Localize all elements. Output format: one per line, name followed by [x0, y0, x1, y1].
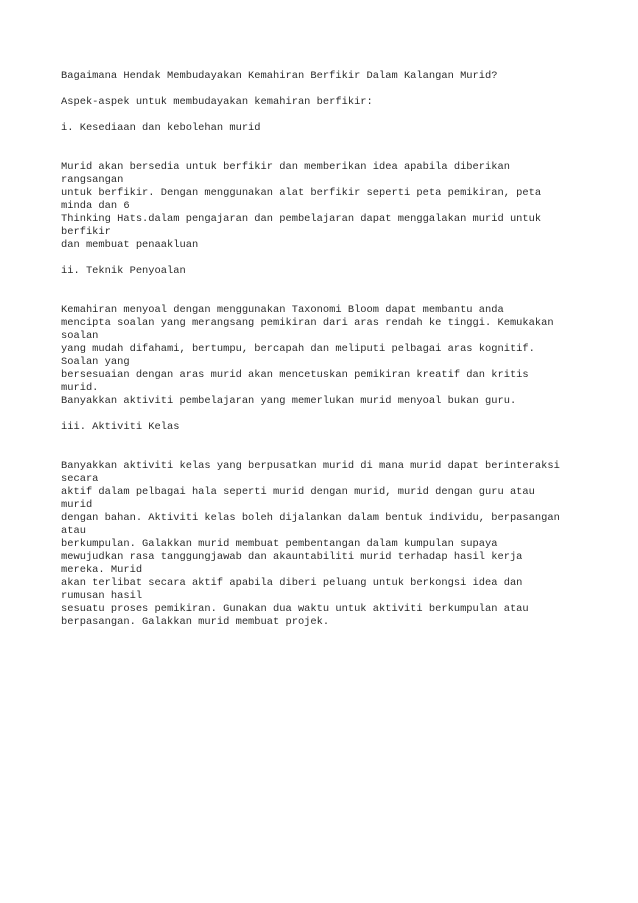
spacer	[61, 408, 601, 421]
paragraph-line: yang mudah difahami, bertumpu, bercapah dan meliputi pelbagai aras kognitif.	[61, 343, 535, 355]
paragraph-line: Banyakkan aktiviti kelas yang berpusatkan murid di mana murid dapat berinteraksi	[61, 460, 560, 472]
paragraph-line: sesuatu proses pemikiran. Gunakan dua waktu untuk aktiviti berkumpulan atau	[61, 603, 529, 615]
paragraph-line: Soalan yang	[61, 356, 130, 368]
spacer	[61, 109, 601, 122]
paragraph-line: berkumpulan. Galakkan murid membuat pembentangan dalam kumpulan supaya	[61, 538, 498, 550]
paragraph-line: dengan bahan. Aktiviti kelas boleh dijalankan dalam bentuk individu, berpasangan	[61, 512, 560, 524]
spacer	[61, 434, 601, 460]
paragraph-line: mencipta soalan yang merangsang pemikiran dari aras rendah ke tinggi. Kemukakan	[61, 317, 554, 329]
paragraph-line: atau	[61, 525, 86, 537]
paragraph-line: mereka. Murid	[61, 564, 143, 576]
intro-text: Aspek-aspek untuk membudayakan kemahiran berfikir:	[61, 96, 373, 108]
paragraph-line: Banyakkan aktiviti pembelajaran yang memerlukan murid menyoal bukan guru.	[61, 395, 517, 407]
paragraph-line: berpasangan. Galakkan murid membuat projek.	[61, 616, 330, 628]
paragraph-line: rumusan hasil	[61, 590, 143, 602]
paragraph-line: aktif dalam pelbagai hala seperti murid dengan murid, murid dengan guru atau	[61, 486, 535, 498]
paragraph-line: Kemahiran menyoal dengan menggunakan Taxonomi Bloom dapat membantu anda	[61, 304, 504, 316]
spacer	[61, 278, 601, 304]
paragraph-line: Thinking Hats.dalam pengajaran dan pembelajaran dapat menggalakan murid untuk	[61, 213, 542, 225]
section-2	[61, 265, 601, 408]
section-1	[61, 122, 601, 252]
section-heading: i. Kesediaan dan kebolehan murid	[61, 122, 261, 134]
spacer	[61, 83, 601, 96]
paragraph-line: minda dan 6	[61, 200, 130, 212]
paragraph-line: rangsangan	[61, 174, 124, 186]
spacer	[61, 252, 601, 265]
spacer	[61, 135, 601, 161]
paragraph-line: Murid akan bersedia untuk berfikir dan memberikan idea apabila diberikan	[61, 161, 510, 173]
paragraph-line: berfikir	[61, 226, 111, 238]
paragraph-line: bersesuaian dengan aras murid akan mencetuskan pemikiran kreatif dan kritis	[61, 369, 529, 381]
paragraph-line: untuk berfikir. Dengan menggunakan alat berfikir seperti peta pemikiran, peta	[61, 187, 542, 199]
paragraph-line: murid	[61, 499, 93, 511]
paragraph-line: mewujudkan rasa tanggungjawab dan akauntabiliti murid terhadap hasil kerja	[61, 551, 523, 563]
section-heading: ii. Teknik Penyoalan	[61, 265, 186, 277]
paragraph-line: soalan	[61, 330, 99, 342]
paragraph-line: murid.	[61, 382, 99, 394]
paragraph-line: secara	[61, 473, 99, 485]
section-3	[61, 421, 601, 629]
paragraph-line: dan membuat penaakluan	[61, 239, 199, 251]
paragraph-line: akan terlibat secara aktif apabila diberi peluang untuk berkongsi idea dan	[61, 577, 523, 589]
document-title: Bagaimana Hendak Membudayakan Kemahiran Berfikir Dalam Kalangan Murid?	[61, 70, 498, 82]
document-page	[61, 70, 601, 629]
section-heading: iii. Aktiviti Kelas	[61, 421, 180, 433]
